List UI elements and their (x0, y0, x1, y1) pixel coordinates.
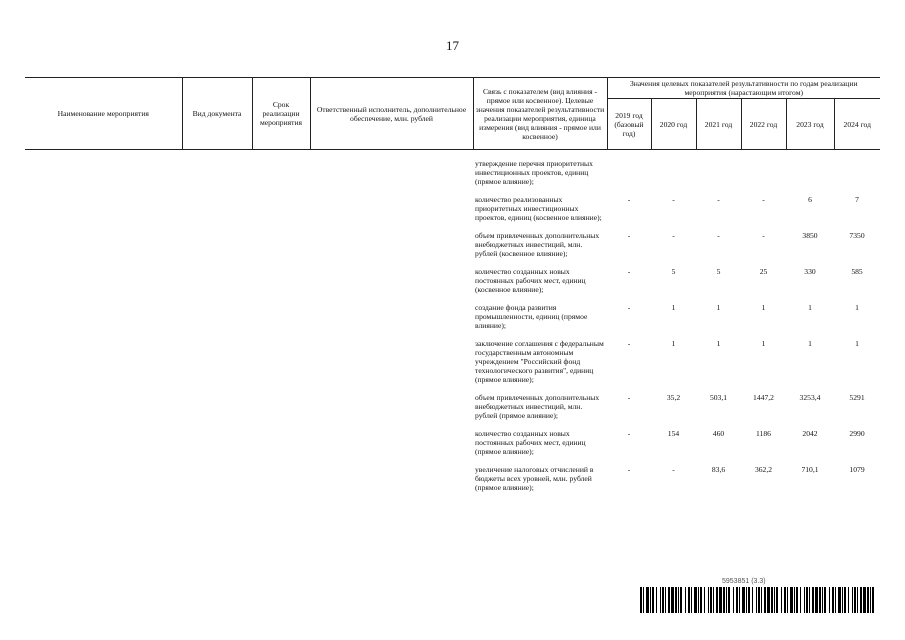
header-year-2024: 2024 год (834, 99, 880, 150)
barcode-bar (800, 587, 801, 613)
barcode-bar (739, 587, 740, 613)
value-2022: 1 (761, 339, 766, 348)
barcode-bar (716, 587, 718, 613)
barcode-bar (675, 587, 677, 613)
table-row (25, 195, 880, 222)
barcode-bar (678, 587, 679, 613)
barcode-bar (860, 587, 862, 613)
barcode-bar (685, 587, 686, 613)
value-2019: - (627, 195, 631, 204)
barcode-bar (832, 587, 834, 613)
barcode-bar (726, 587, 727, 613)
value-2020: 1 (671, 303, 676, 312)
table-row (25, 159, 880, 186)
value-2022: - (762, 231, 765, 240)
barcode-bar (872, 587, 874, 613)
barcode-bar (854, 587, 856, 613)
table-row (25, 267, 880, 294)
barcode-bar (640, 587, 642, 613)
barcode-bar (776, 587, 778, 613)
value-2023: 2042 (802, 429, 818, 438)
value-2024: 585 (851, 267, 863, 276)
barcode-bar (733, 587, 734, 613)
barcode-bar (844, 587, 846, 613)
barcode-bar (748, 587, 750, 613)
value-2023: 710,1 (801, 465, 819, 474)
value-2023: 6 (808, 195, 812, 204)
value-2019: - (627, 267, 631, 276)
barcode-bar (761, 587, 762, 613)
barcode-bar (852, 587, 853, 613)
value-2020: - (672, 231, 675, 240)
table-header (25, 78, 880, 150)
header-year-2023: 2023 год (786, 99, 834, 150)
barcode-bar (781, 587, 782, 613)
value-2021: - (717, 195, 720, 204)
barcode-bar (809, 587, 810, 613)
barcode-bar (829, 587, 830, 613)
barcode-bar (771, 587, 773, 613)
barcode-bar (742, 587, 745, 613)
barcode-bar (708, 587, 709, 613)
barcode-bar (668, 587, 670, 613)
barcode-bar (867, 587, 869, 613)
value-2024: 7 (855, 195, 859, 204)
table-row (25, 339, 880, 384)
header-doc: Вид документа (182, 78, 252, 150)
barcode-bar (764, 587, 766, 613)
value-2024: 1 (855, 303, 859, 312)
header-year-2020: 2020 год (651, 99, 696, 150)
barcode-bar (835, 587, 836, 613)
barcode-bar (857, 587, 858, 613)
value-2022: 1447,2 (753, 393, 774, 402)
barcode-bar (736, 587, 738, 613)
barcode-bar (710, 587, 712, 613)
value-2022: 1 (761, 303, 766, 312)
table-row (25, 393, 880, 420)
barcode-bar (704, 587, 705, 613)
barcode-bar (767, 587, 770, 613)
barcode-bar (746, 587, 747, 613)
barcode-bar (662, 587, 664, 613)
value-2019: - (627, 339, 631, 348)
value-2019: - (627, 465, 631, 474)
value-2022: 1186 (756, 429, 771, 438)
header-year-2019: 2019 год (базовый год) (607, 99, 651, 150)
barcode-bar (756, 587, 757, 613)
indicator-cell: количество созданных новых постоянных рабочих мест, единиц (косвенное влияние); (475, 267, 586, 294)
table-body (25, 150, 880, 493)
header-link: Связь с показателем (вид влияния - прямое или косвенное). Целевые значения показателей результативности реализации мероприятия, единица измерения (вид влияния - прямое или косвенное) (473, 78, 607, 150)
value-2024: 1 (855, 339, 859, 348)
indicator-cell: объем привлеченных дополнительных внебюджетных инвестиций, млн. рублей (косвенное влияние); (475, 231, 600, 258)
barcode-bar (794, 587, 795, 613)
indicator-cell: создание фонда развития промышленности, единиц (прямое влияние); (475, 303, 588, 330)
value-2021: 5 (716, 267, 721, 276)
value-2023: 1 (808, 303, 812, 312)
header-term: Срок реализации мероприятия (252, 78, 310, 150)
value-2021: 1 (716, 339, 721, 348)
value-2023: 330 (804, 267, 816, 276)
barcode-bar (656, 587, 657, 613)
indicator-cell: объем привлеченных дополнительных внебюджетных инвестиций, млн. рублей (прямое влияние); (475, 393, 600, 420)
barcode-bar (698, 587, 699, 613)
barcode-bar (719, 587, 722, 613)
barcode-bar (650, 587, 651, 613)
barcode-bar (671, 587, 674, 613)
barcode-bar (848, 587, 849, 613)
barcode-bar (700, 587, 702, 613)
indicator-cell: утверждение перечня приоритетных инвестиционных проектов, единиц (прямое влияние); (475, 159, 593, 186)
header-exec: Ответственный исполнитель, дополнительное обеспечение, млн. рублей (310, 78, 473, 150)
measures-table (25, 77, 880, 492)
value-2023: 1 (808, 339, 812, 348)
value-2022: - (762, 195, 765, 204)
value-2020: - (672, 465, 675, 474)
barcode-bar (863, 587, 866, 613)
value-2023: 3850 (802, 231, 818, 240)
barcode-bar (842, 587, 843, 613)
barcode-bar (646, 587, 649, 613)
barcode-bar (723, 587, 725, 613)
barcode-number: 5953851 (3.3) (722, 578, 766, 585)
barcode-bar (812, 587, 814, 613)
barcode-bar (680, 587, 682, 613)
value-2020: 35,2 (666, 393, 681, 402)
barcode-bar (728, 587, 730, 613)
value-2019: - (627, 231, 631, 240)
value-2020: 154 (667, 429, 680, 438)
value-2019: - (627, 429, 631, 438)
barcode-bar (804, 587, 805, 613)
indicator-cell: количество реализованных приоритетных инвестиционных проектов, единиц (косвенное влияние); (475, 195, 602, 222)
indicator-cell: заключение соглашения с федеральным государственным автономным учреждением "Российский фонд технологического развития", единиц (прямое влияние); (475, 339, 604, 384)
value-2023: 3253,4 (799, 393, 821, 402)
table-row (25, 303, 880, 330)
barcode-bar (665, 587, 666, 613)
barcode-bar (688, 587, 690, 613)
barcode-bar (713, 587, 714, 613)
value-2021: 83,6 (711, 465, 726, 474)
value-2019: - (627, 303, 631, 312)
table-row (25, 231, 880, 258)
value-2024: 7350 (849, 231, 865, 240)
barcode-bar (758, 587, 760, 613)
barcode-bar (643, 587, 644, 613)
barcode-bar (806, 587, 808, 613)
barcode-bar (694, 587, 697, 613)
barcode-bar (752, 587, 753, 613)
value-2022: 362,2 (754, 465, 773, 474)
value-2019: - (627, 393, 631, 402)
header-name: Наименование мероприятия (25, 78, 182, 150)
header-values-group: Значения целевых показателей результативности по годам реализации мероприятия (нарастающим итогом) (607, 78, 880, 99)
barcode-bar (660, 587, 661, 613)
value-2020: 1 (671, 339, 676, 348)
barcode-bar (691, 587, 692, 613)
barcode-bar (774, 587, 775, 613)
barcode-bar (796, 587, 798, 613)
value-2024: 5291 (849, 393, 865, 402)
indicator-cell: увеличение налоговых отчислений в бюджеты всех уровней, млн. рублей (прямое влияние); (475, 465, 594, 492)
barcode-graphic (640, 587, 878, 613)
value-2024: 2990 (849, 429, 865, 438)
barcode-bar (819, 587, 821, 613)
value-2021: 460 (712, 429, 725, 438)
value-2021: - (717, 231, 720, 240)
barcode-bar (790, 587, 793, 613)
page-number: 17 (446, 38, 459, 53)
value-2021: 503,1 (709, 393, 728, 402)
barcode-bar (824, 587, 826, 613)
value-2022: 25 (759, 267, 768, 276)
value-2021: 1 (716, 303, 721, 312)
barcode-bar (652, 587, 654, 613)
indicator-cell: количество созданных новых постоянных рабочих мест, единиц (прямое влияние); (475, 429, 586, 456)
barcode-bar (870, 587, 871, 613)
barcode-bar (787, 587, 788, 613)
barcode-bar (784, 587, 786, 613)
value-2020: 5 (671, 267, 676, 276)
value-2024: 1079 (849, 465, 865, 474)
value-2020: - (672, 195, 675, 204)
barcode-bar (838, 587, 841, 613)
barcode-bar (815, 587, 818, 613)
header-year-2022: 2022 год (741, 99, 786, 150)
header-year-2021: 2021 год (696, 99, 741, 150)
table-row (25, 465, 880, 492)
barcode-bar (822, 587, 823, 613)
table-row (25, 429, 880, 456)
